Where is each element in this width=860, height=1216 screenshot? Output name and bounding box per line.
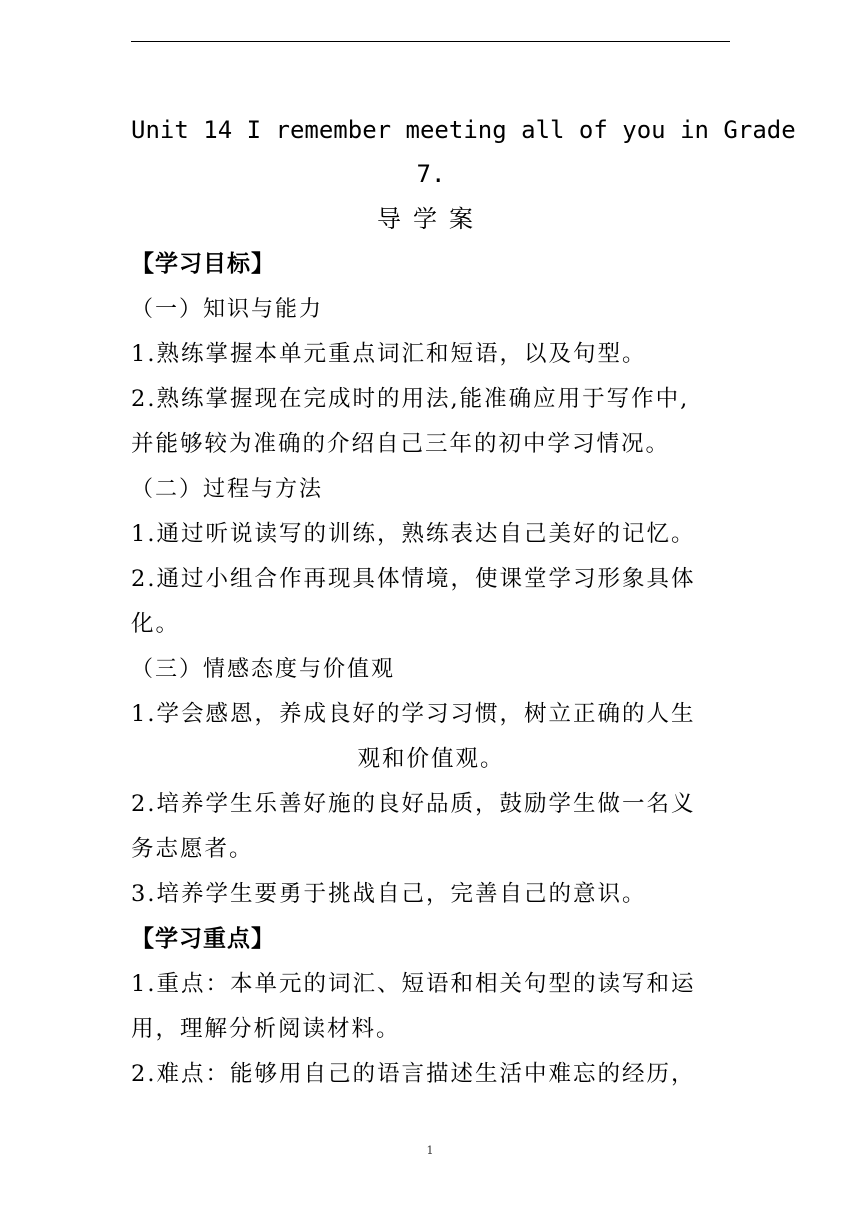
header-rule <box>131 41 730 42</box>
subheading-emotion: （三）情感态度与价值观 <box>131 657 396 682</box>
knowledge-line: 并能够较为准确的介绍自己三年的初中学习情况。 <box>131 431 671 457</box>
emotion-line: 1.学会感恩，养成良好的学习习惯，树立正确的人生 <box>131 701 696 727</box>
page-number: 1 <box>426 1144 434 1157</box>
key-points-line: 2.难点：能够用自己的语言描述生活中难忘的经历， <box>131 1061 696 1087</box>
process-line: 2.通过小组合作再现具体情境，使课堂学习形象具体 <box>131 566 696 592</box>
title-english-line-2: 7. <box>416 160 446 188</box>
knowledge-line: 1.熟练掌握本单元重点词汇和短语，以及句型。 <box>131 341 647 367</box>
title-english-line-1: Unit 14 I remember meeting all of you in Grade <box>131 116 796 144</box>
emotion-line: 务志愿者。 <box>131 836 254 862</box>
title-chinese: 导学案 <box>377 205 485 233</box>
section-heading-objectives: 【学习目标】 <box>131 251 275 277</box>
document-body <box>131 108 796 1097</box>
subheading-process: （二）过程与方法 <box>131 477 324 502</box>
process-line: 化。 <box>131 611 181 637</box>
emotion-line: 3.培养学生要勇于挑战自己，完善自己的意识。 <box>131 881 647 907</box>
key-points-line: 用，理解分析阅读材料。 <box>131 1016 401 1042</box>
section-heading-key-points: 【学习重点】 <box>131 926 275 952</box>
key-points-line: 1.重点：本单元的词汇、短语和相关句型的读写和运 <box>131 971 696 997</box>
subheading-knowledge: （一）知识与能力 <box>131 297 324 322</box>
emotion-line: 观和价值观。 <box>357 746 505 772</box>
emotion-line: 2.培养学生乐善好施的良好品质，鼓励学生做一名义 <box>131 791 696 817</box>
process-line: 1.通过听说读写的训练，熟练表达自己美好的记忆。 <box>131 521 696 547</box>
knowledge-line: 2.熟练掌握现在完成时的用法,能准确应用于写作中, <box>131 386 690 412</box>
